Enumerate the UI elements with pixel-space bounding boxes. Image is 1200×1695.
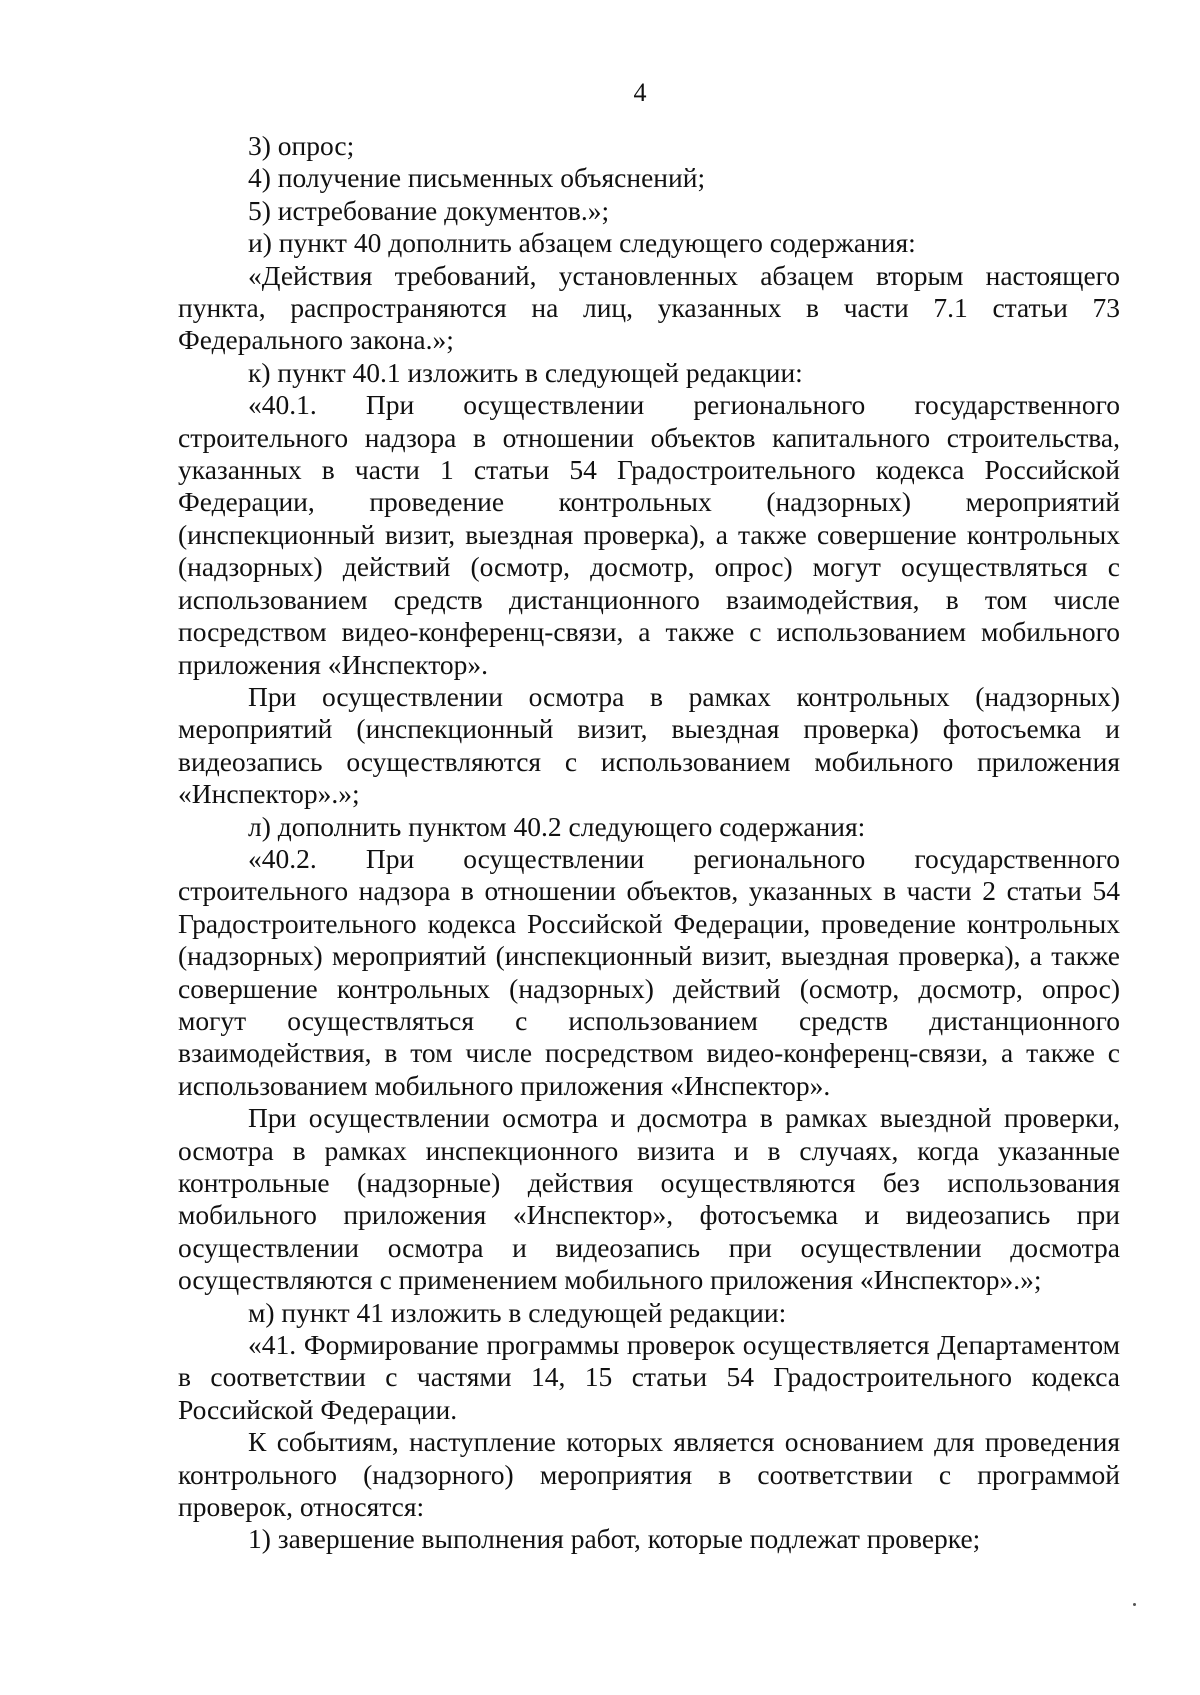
amendment-l: л) дополнить пунктом 40.2 следующего содержания: — [248, 810, 866, 842]
clause-40-2: «40.2. При осуществлении регионального государственного строительного надзора в отношении объектов, указанных в части 2 статьи 54 Градостроительного кодекса Российской Федерации, проведение контрольных (надзорных) мероприятий (инспекционный визит, выездная проверка), а также совершение контрольных (надзорных) действий (осмотр, досмотр, опрос) могут осуществляться с использованием средств дистанционного взаимодействия, в том числе посредством видео-конференц-связи, а также с использованием мобильного приложения «Инспектор». — [178, 842, 1120, 1101]
clause-40-1-photo: При осуществлении осмотра в рамках контрольных (надзорных) мероприятий (инспекционный визит, выездная проверка) фотосъемка и видеозапись осуществляются с использованием мобильного приложения «Инспектор».»; — [178, 680, 1120, 810]
list-item-5: 5) истребование документов.»; — [248, 194, 610, 226]
clause-40-2-photo: При осуществлении осмотра и досмотра в рамках выездной проверки, осмотра в рамках инспекционного визита и в случаях, когда указанные контрольные (надзорные) действия осуществляются без использования мобильного приложения «Инспектор», фотосъемка и видеозапись при осуществлении осмотра и видеозапись при осуществлении досмотра осуществляются с применением мобильного приложения «Инспектор».»; — [178, 1102, 1120, 1296]
document-body — [178, 130, 1120, 1556]
amendment-m: м) пункт 41 изложить в следующей редакции: — [248, 1296, 787, 1328]
page-number: 4 — [633, 78, 647, 107]
amendment-i: и) пункт 40 дополнить абзацем следующего содержания: — [248, 227, 916, 259]
quoted-paragraph-actions: «Действия требований, установленных абзацем вторым настоящего пункта, распространяются на лиц, указанных в части 7.1 статьи 73 Федерального закона.»; — [178, 259, 1120, 356]
clause-41-events: К событиям, наступление которых является основанием для проведения контрольного (надзорного) мероприятия в соответствии с программой проверок, относятся: — [178, 1426, 1120, 1523]
amendment-k: к) пункт 40.1 изложить в следующей редакции: — [248, 356, 803, 388]
event-item-1: 1) завершение выполнения работ, которые подлежат проверке; — [248, 1523, 981, 1555]
list-item-4: 4) получение письменных объяснений; — [248, 162, 706, 194]
scan-speck — [1133, 1603, 1136, 1606]
list-item-3: 3) опрос; — [248, 130, 355, 161]
clause-41: «41. Формирование программы проверок осуществляется Департаментом в соответствии с частями 14, 15 статьи 54 Градостроительного кодекса Российской Федерации. — [178, 1329, 1120, 1425]
clause-40-1: «40.1. При осуществлении регионального государственного строительного надзора в отношении объектов капитального строительства, указанных в части 1 статьи 54 Градостроительного кодекса Российской Федерации, проведение контрольных (надзорных) мероприятий (инспекционный визит, выездная проверка), а также совершение контрольных (надзорных) действий (осмотр, досмотр, опрос) могут осуществляться с использованием средств дистанционного взаимодействия, в том числе посредством видео-конференц-связи, а также с использованием мобильного приложения «Инспектор». — [178, 389, 1120, 680]
